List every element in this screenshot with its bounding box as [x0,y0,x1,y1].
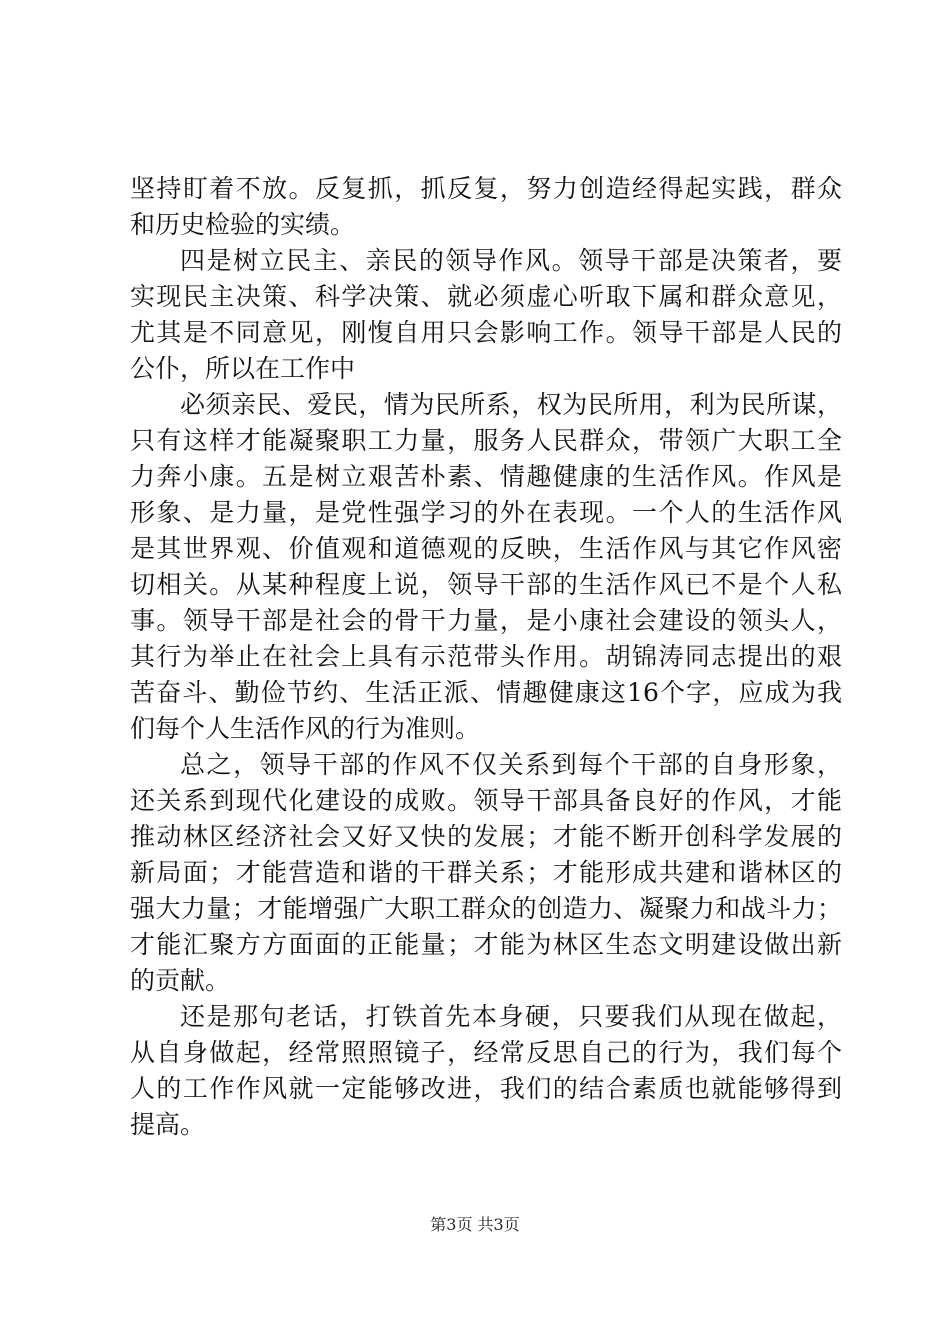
text-line: 其行为举止在社会上具有示范带头作用。胡锦涛同志提出的艰 [130,642,842,671]
text-line: 力奔小康。五是树立艰苦朴素、情趣健康的生活作风。作风是 [130,462,842,491]
text-line: 和历史检验的实绩。 [130,210,356,239]
text-line: 才能汇聚方方面面的正能量；才能为林区生态文明建设做出新 [130,930,842,959]
text-line: 苦奋斗、勤俭节约、生活正派、情趣健康这16个字，应成为我 [130,678,842,707]
text-line: 尤其是不同意见，刚愎自用只会影响工作。领导干部是人民的 [130,318,842,347]
text-line: 实现民主决策、科学决策、就必须虚心听取下属和群众意见， [130,282,842,311]
text-line: 事。领导干部是社会的骨干力量，是小康社会建设的领头人， [130,606,842,635]
text-line: 必须亲民、爱民，情为民所系，权为民所用，利为民所谋， [180,390,842,419]
text-line: 坚持盯着不放。反复抓，抓反复，努力创造经得起实践，群众 [130,174,842,203]
text-line: 公仆，所以在工作中 [130,354,356,383]
text-line: 总之，领导干部的作风不仅关系到每个干部的自身形象， [180,750,842,779]
text-line: 四是树立民主、亲民的领导作风。领导干部是决策者，要 [180,246,842,275]
page-number-footer: 第3页 共3页 [430,1215,520,1234]
text-line: 从自身做起，经常照照镜子，经常反思自己的行为，我们每个 [130,1038,842,1067]
text-line: 新局面；才能营造和谐的干群关系；才能形成共建和谐林区的 [130,858,842,887]
text-line: 切相关。从某种程度上说，领导干部的生活作风已不是个人私 [130,570,842,599]
text-line: 们每个人生活作风的行为准则。 [130,714,481,743]
text-line: 提高。 [130,1110,206,1139]
text-line: 形象、是力量，是党性强学习的外在表现。一个人的生活作风 [130,498,842,527]
text-line: 是其世界观、价值观和道德观的反映，生活作风与其它作风密 [130,534,842,563]
text-line: 只有这样才能凝聚职工力量，服务人民群众，带领广大职工全 [130,426,842,455]
text-line: 还是那句老话，打铁首先本身硬，只要我们从现在做起， [180,1002,842,1031]
text-line: 人的工作作风就一定能够改进，我们的结合素质也就能够得到 [130,1074,842,1103]
body-text [130,171,842,1143]
text-line: 强大力量；才能增强广大职工群众的创造力、凝聚力和战斗力； [130,894,842,923]
text-line: 的贡献。 [130,966,231,995]
text-line: 推动林区经济社会又好又快的发展；才能不断开创科学发展的 [130,822,842,851]
text-line: 还关系到现代化建设的成败。领导干部具备良好的作风，才能 [130,786,842,815]
